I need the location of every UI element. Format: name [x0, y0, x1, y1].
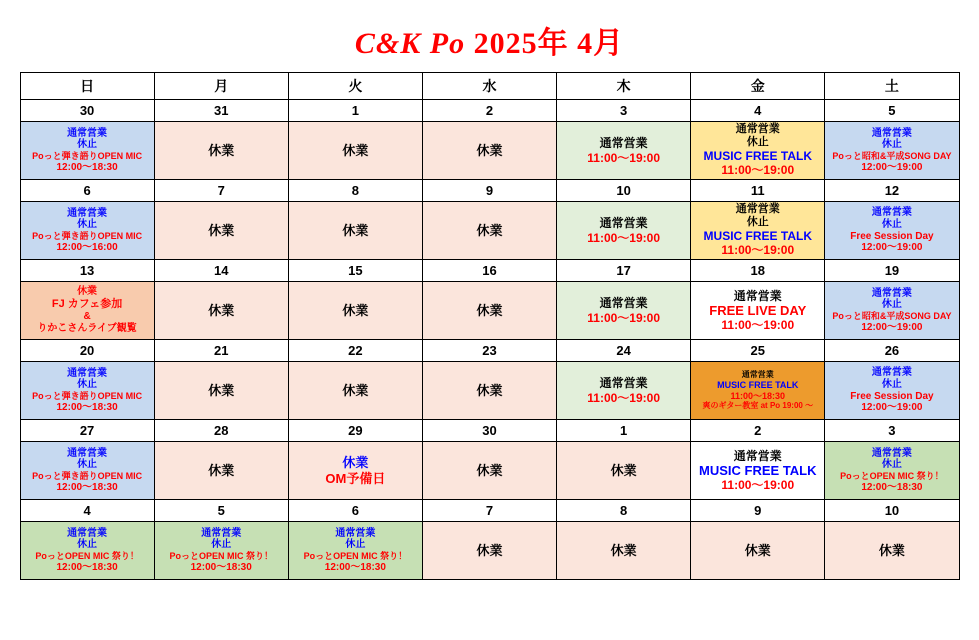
date-number: 6	[288, 500, 422, 522]
day-cell-content	[423, 522, 556, 579]
date-number: 26	[825, 340, 959, 362]
day-cell[interactable]	[422, 362, 556, 420]
day-cell[interactable]	[557, 362, 691, 420]
date-number: 14	[154, 260, 288, 282]
date-number-row	[20, 180, 959, 202]
date-number: 30	[20, 100, 154, 122]
day-cell-line: PoっとOPEN MIC 祭り！	[303, 551, 408, 562]
day-cell-line: 通常営業	[735, 203, 780, 216]
day-cell[interactable]	[154, 122, 288, 180]
date-number: 15	[288, 260, 422, 282]
day-cell-content	[825, 362, 958, 419]
day-cell-line: 11:00〜19:00	[721, 478, 795, 493]
day-cell-line: 休止	[211, 539, 232, 551]
weekday-header-1: 月	[154, 73, 288, 100]
event-row	[20, 442, 959, 500]
day-cell-line: 休業	[342, 222, 369, 238]
day-cell-line: 休業	[342, 302, 369, 318]
day-cell[interactable]	[825, 202, 959, 260]
weekday-header-3: 水	[422, 73, 556, 100]
day-cell[interactable]	[20, 442, 154, 500]
day-cell[interactable]	[20, 282, 154, 340]
day-cell-line: 11:00〜19:00	[721, 318, 795, 333]
day-cell[interactable]	[422, 442, 556, 500]
day-cell[interactable]	[691, 362, 825, 420]
day-cell-line: 11:00〜19:00	[721, 243, 795, 258]
day-cell-line: 12:00〜16:00	[56, 241, 118, 253]
day-cell-line: 休止	[77, 139, 98, 151]
day-cell[interactable]	[288, 202, 422, 260]
day-cell[interactable]	[825, 522, 959, 580]
day-cell-line: 休業	[476, 142, 503, 158]
event-row	[20, 122, 959, 180]
day-cell-line: 休止	[881, 139, 902, 151]
day-cell-content	[691, 282, 824, 339]
day-cell-line: 休業	[476, 302, 503, 318]
date-number: 7	[422, 500, 556, 522]
day-cell[interactable]	[691, 122, 825, 180]
day-cell-content	[21, 202, 154, 259]
date-number: 31	[154, 100, 288, 122]
day-cell-content	[289, 282, 422, 339]
day-cell-line: 11:00〜19:00	[587, 230, 660, 245]
day-cell-line: Poっと昭和&平成SONG DAY	[832, 151, 952, 162]
date-number: 4	[20, 500, 154, 522]
date-number: 9	[691, 500, 825, 522]
day-cell[interactable]	[691, 522, 825, 580]
day-cell-line: 休業	[476, 462, 503, 478]
day-cell-line: 通常営業	[871, 206, 912, 218]
day-cell-line: 通常営業	[599, 376, 648, 391]
date-number: 28	[154, 420, 288, 442]
day-cell-line: 休業	[744, 542, 771, 558]
date-number: 19	[825, 260, 959, 282]
date-number: 1	[557, 420, 691, 442]
day-cell-line: 休業	[342, 455, 369, 471]
date-number: 2	[691, 420, 825, 442]
day-cell-line: 休業	[208, 382, 235, 398]
day-cell-line: 休止	[746, 136, 769, 149]
page-title-period: 2025年 4月	[473, 27, 625, 60]
day-cell-line: 通常営業	[67, 527, 108, 539]
day-cell-line: Poっと弾き語りOPEN MIC	[32, 231, 143, 242]
day-cell-line: 休業	[208, 142, 235, 158]
day-cell-line: 通常営業	[201, 527, 242, 539]
day-cell-line: 休業	[208, 222, 235, 238]
date-number: 8	[288, 180, 422, 202]
day-cell-line: 通常営業	[67, 127, 108, 139]
day-cell-content	[691, 202, 824, 259]
day-cell[interactable]	[154, 522, 288, 580]
day-cell-content	[825, 202, 958, 259]
day-cell-line: 12:00〜18:30	[324, 561, 386, 573]
day-cell-line: 休止	[77, 219, 98, 231]
day-cell-content	[289, 202, 422, 259]
date-number: 25	[691, 340, 825, 362]
day-cell-line: OM予備日	[325, 470, 386, 486]
day-cell-line: 11:00〜19:00	[587, 150, 660, 165]
day-cell-line: 通常営業	[599, 216, 648, 231]
day-cell-line: 休業	[342, 142, 369, 158]
date-number: 6	[20, 180, 154, 202]
day-cell-content	[557, 282, 690, 339]
day-cell[interactable]	[422, 202, 556, 260]
day-cell-line: 11:00〜19:00	[587, 390, 660, 405]
day-cell-line: 12:00〜19:00	[861, 402, 923, 414]
day-cell-line: りかこさんライブ観覧	[37, 322, 137, 334]
date-number: 1	[288, 100, 422, 122]
day-cell-line: 通常営業	[733, 448, 782, 463]
day-cell[interactable]	[20, 122, 154, 180]
day-cell[interactable]	[154, 282, 288, 340]
day-cell[interactable]	[288, 442, 422, 500]
calendar-table	[20, 72, 960, 580]
day-cell-content	[825, 522, 958, 579]
day-cell-line: 11:00〜19:00	[721, 163, 795, 178]
day-cell-line: 通常営業	[871, 447, 912, 459]
day-cell[interactable]	[154, 442, 288, 500]
day-cell-line: 休止	[77, 379, 98, 391]
date-number: 29	[288, 420, 422, 442]
page-title-brand: C&K Po	[354, 27, 474, 60]
date-number: 22	[288, 340, 422, 362]
day-cell-line: 12:00〜19:00	[861, 242, 923, 254]
day-cell-line: 休業	[77, 286, 98, 298]
day-cell-content	[289, 122, 422, 179]
day-cell-content	[691, 442, 824, 499]
day-cell-content	[155, 442, 288, 499]
day-cell-line: 12:00〜19:00	[861, 321, 923, 333]
weekday-header-6: 土	[825, 73, 959, 100]
day-cell[interactable]	[288, 362, 422, 420]
day-cell-line: Poっと昭和&平成SONG DAY	[832, 311, 952, 322]
day-cell-line: 通常営業	[733, 288, 782, 303]
day-cell-line: 休止	[77, 459, 98, 471]
day-cell-content	[289, 362, 422, 419]
day-cell-line: 休止	[345, 539, 366, 551]
day-cell-line: 休業	[208, 302, 235, 318]
day-cell-content	[825, 122, 958, 179]
weekday-header-5: 金	[691, 73, 825, 100]
date-number: 4	[691, 100, 825, 122]
day-cell-content	[21, 362, 154, 419]
day-cell-content	[691, 362, 824, 419]
day-cell-line: 11:00〜18:30	[730, 390, 786, 401]
day-cell-line: Free Session Day	[850, 230, 934, 242]
day-cell[interactable]	[825, 362, 959, 420]
day-cell-line: 12:00〜18:30	[56, 161, 118, 173]
day-cell-line: 通常営業	[871, 127, 912, 139]
day-cell-line: 通常営業	[871, 287, 912, 299]
day-cell-line: 12:00〜18:30	[56, 401, 118, 413]
date-number-row	[20, 500, 959, 522]
event-row	[20, 202, 959, 260]
day-cell-line: 休止	[881, 299, 902, 311]
day-cell-content	[289, 522, 422, 579]
day-cell[interactable]	[557, 202, 691, 260]
date-number: 23	[422, 340, 556, 362]
day-cell-content	[825, 282, 958, 339]
day-cell-content	[691, 522, 824, 579]
day-cell-line: 爽のギター教室 at Po 19:00 〜	[702, 401, 814, 411]
date-number: 5	[154, 500, 288, 522]
day-cell-line: 休業	[610, 542, 637, 558]
day-cell-content	[155, 522, 288, 579]
date-number: 10	[557, 180, 691, 202]
day-cell[interactable]	[557, 282, 691, 340]
day-cell-line: 休業	[476, 382, 503, 398]
date-number: 20	[20, 340, 154, 362]
day-cell-line: 休止	[746, 216, 769, 229]
day-cell-line: Poっと弾き語りOPEN MIC	[32, 391, 143, 402]
day-cell[interactable]	[557, 122, 691, 180]
day-cell-line: FREE LIVE DAY	[709, 302, 807, 318]
day-cell-line: 休業	[208, 462, 235, 478]
day-cell-line: 通常営業	[871, 366, 912, 378]
day-cell-line: 通常営業	[599, 136, 648, 151]
day-cell[interactable]	[422, 522, 556, 580]
day-cell[interactable]	[154, 202, 288, 260]
event-row	[20, 362, 959, 420]
day-cell[interactable]	[422, 282, 556, 340]
day-cell[interactable]	[20, 522, 154, 580]
day-cell[interactable]	[825, 122, 959, 180]
day-cell-line: 休止	[881, 459, 902, 471]
day-cell[interactable]	[288, 282, 422, 340]
date-number: 10	[825, 500, 959, 522]
day-cell-content	[557, 202, 690, 259]
day-cell[interactable]	[825, 282, 959, 340]
day-cell-content	[21, 522, 154, 579]
day-cell-line: 休業	[476, 542, 503, 558]
day-cell-line: 休止	[77, 539, 98, 551]
date-number: 3	[557, 100, 691, 122]
day-cell[interactable]	[154, 362, 288, 420]
day-cell-line: MUSIC FREE TALK	[703, 229, 812, 244]
day-cell[interactable]	[691, 202, 825, 260]
date-number: 2	[422, 100, 556, 122]
date-number: 9	[422, 180, 556, 202]
day-cell-line: 通常営業	[741, 370, 774, 380]
day-cell-content	[557, 122, 690, 179]
day-cell-line: 12:00〜18:30	[190, 561, 252, 573]
day-cell-content	[21, 442, 154, 499]
date-number: 30	[422, 420, 556, 442]
day-cell-content	[557, 522, 690, 579]
day-cell-content	[423, 282, 556, 339]
day-cell-line: FJ カフェ参加	[51, 298, 123, 311]
day-cell[interactable]	[288, 122, 422, 180]
page-title	[0, 0, 979, 72]
day-cell[interactable]	[825, 442, 959, 500]
date-number-row	[20, 340, 959, 362]
day-cell-content	[557, 362, 690, 419]
event-row	[20, 282, 959, 340]
weekday-header-2: 火	[288, 73, 422, 100]
day-cell[interactable]	[422, 122, 556, 180]
day-cell-line: 休止	[881, 218, 902, 230]
day-cell-line: MUSIC FREE TALK	[699, 462, 817, 478]
day-cell-line: 通常営業	[67, 447, 108, 459]
event-row	[20, 522, 959, 580]
day-cell-content	[155, 122, 288, 179]
day-cell-line: 休止	[881, 378, 902, 390]
day-cell-content	[21, 122, 154, 179]
day-cell-line: 12:00〜19:00	[861, 161, 923, 173]
day-cell-line: 11:00〜19:00	[587, 310, 660, 325]
day-cell-content	[423, 442, 556, 499]
day-cell-line: Poっと弾き語りOPEN MIC	[32, 151, 143, 162]
day-cell-content	[557, 442, 690, 499]
day-cell-line: 通常営業	[67, 367, 108, 379]
date-number-row	[20, 420, 959, 442]
weekday-header-4: 木	[557, 73, 691, 100]
day-cell-line: &	[83, 311, 91, 323]
day-cell-line: Poっと弾き語りOPEN MIC	[32, 471, 143, 482]
date-number: 11	[691, 180, 825, 202]
day-cell-content	[825, 442, 958, 499]
day-cell-line: 通常営業	[67, 207, 108, 219]
day-cell-content	[155, 282, 288, 339]
day-cell-line: 12:00〜18:30	[56, 561, 118, 573]
date-number: 5	[825, 100, 959, 122]
date-number-row	[20, 260, 959, 282]
weekday-header-0: 日	[20, 73, 154, 100]
day-cell-content	[423, 122, 556, 179]
date-number: 17	[557, 260, 691, 282]
date-number: 7	[154, 180, 288, 202]
day-cell-content	[691, 122, 824, 179]
day-cell-line: 12:00〜18:30	[56, 481, 118, 493]
day-cell[interactable]	[557, 442, 691, 500]
date-number: 18	[691, 260, 825, 282]
day-cell-line: PoっとOPEN MIC 祭り！	[169, 551, 273, 562]
day-cell-line: 休業	[610, 462, 637, 478]
day-cell[interactable]	[691, 442, 825, 500]
date-number: 24	[557, 340, 691, 362]
date-number: 8	[557, 500, 691, 522]
date-number: 21	[154, 340, 288, 362]
day-cell[interactable]	[20, 202, 154, 260]
day-cell-line: 休業	[878, 542, 905, 558]
day-cell-line: 通常営業	[599, 296, 648, 311]
day-cell-content	[289, 442, 422, 499]
day-cell[interactable]	[557, 522, 691, 580]
day-cell-content	[423, 362, 556, 419]
day-cell[interactable]	[20, 362, 154, 420]
day-cell-line: 通常営業	[735, 123, 780, 136]
date-number: 13	[20, 260, 154, 282]
day-cell[interactable]	[691, 282, 825, 340]
day-cell-line: PoっとOPEN MIC 祭り！	[35, 551, 139, 562]
date-number: 12	[825, 180, 959, 202]
day-cell-content	[155, 362, 288, 419]
day-cell-line: MUSIC FREE TALK	[717, 379, 799, 390]
day-cell-line: 12:00〜18:30	[861, 481, 923, 493]
date-number: 27	[20, 420, 154, 442]
weekday-header-row	[20, 73, 959, 100]
day-cell-line: 休業	[476, 222, 503, 238]
day-cell-line: 休業	[342, 382, 369, 398]
day-cell-line: Free Session Day	[850, 390, 934, 402]
date-number: 16	[422, 260, 556, 282]
day-cell-content	[423, 202, 556, 259]
day-cell[interactable]	[288, 522, 422, 580]
day-cell-content	[21, 282, 154, 339]
date-number: 3	[825, 420, 959, 442]
date-number-row	[20, 100, 959, 122]
day-cell-content	[155, 202, 288, 259]
day-cell-line: 通常営業	[335, 527, 376, 539]
day-cell-line: MUSIC FREE TALK	[703, 149, 812, 164]
day-cell-line: PoっとOPEN MIC 祭り！	[840, 471, 944, 482]
